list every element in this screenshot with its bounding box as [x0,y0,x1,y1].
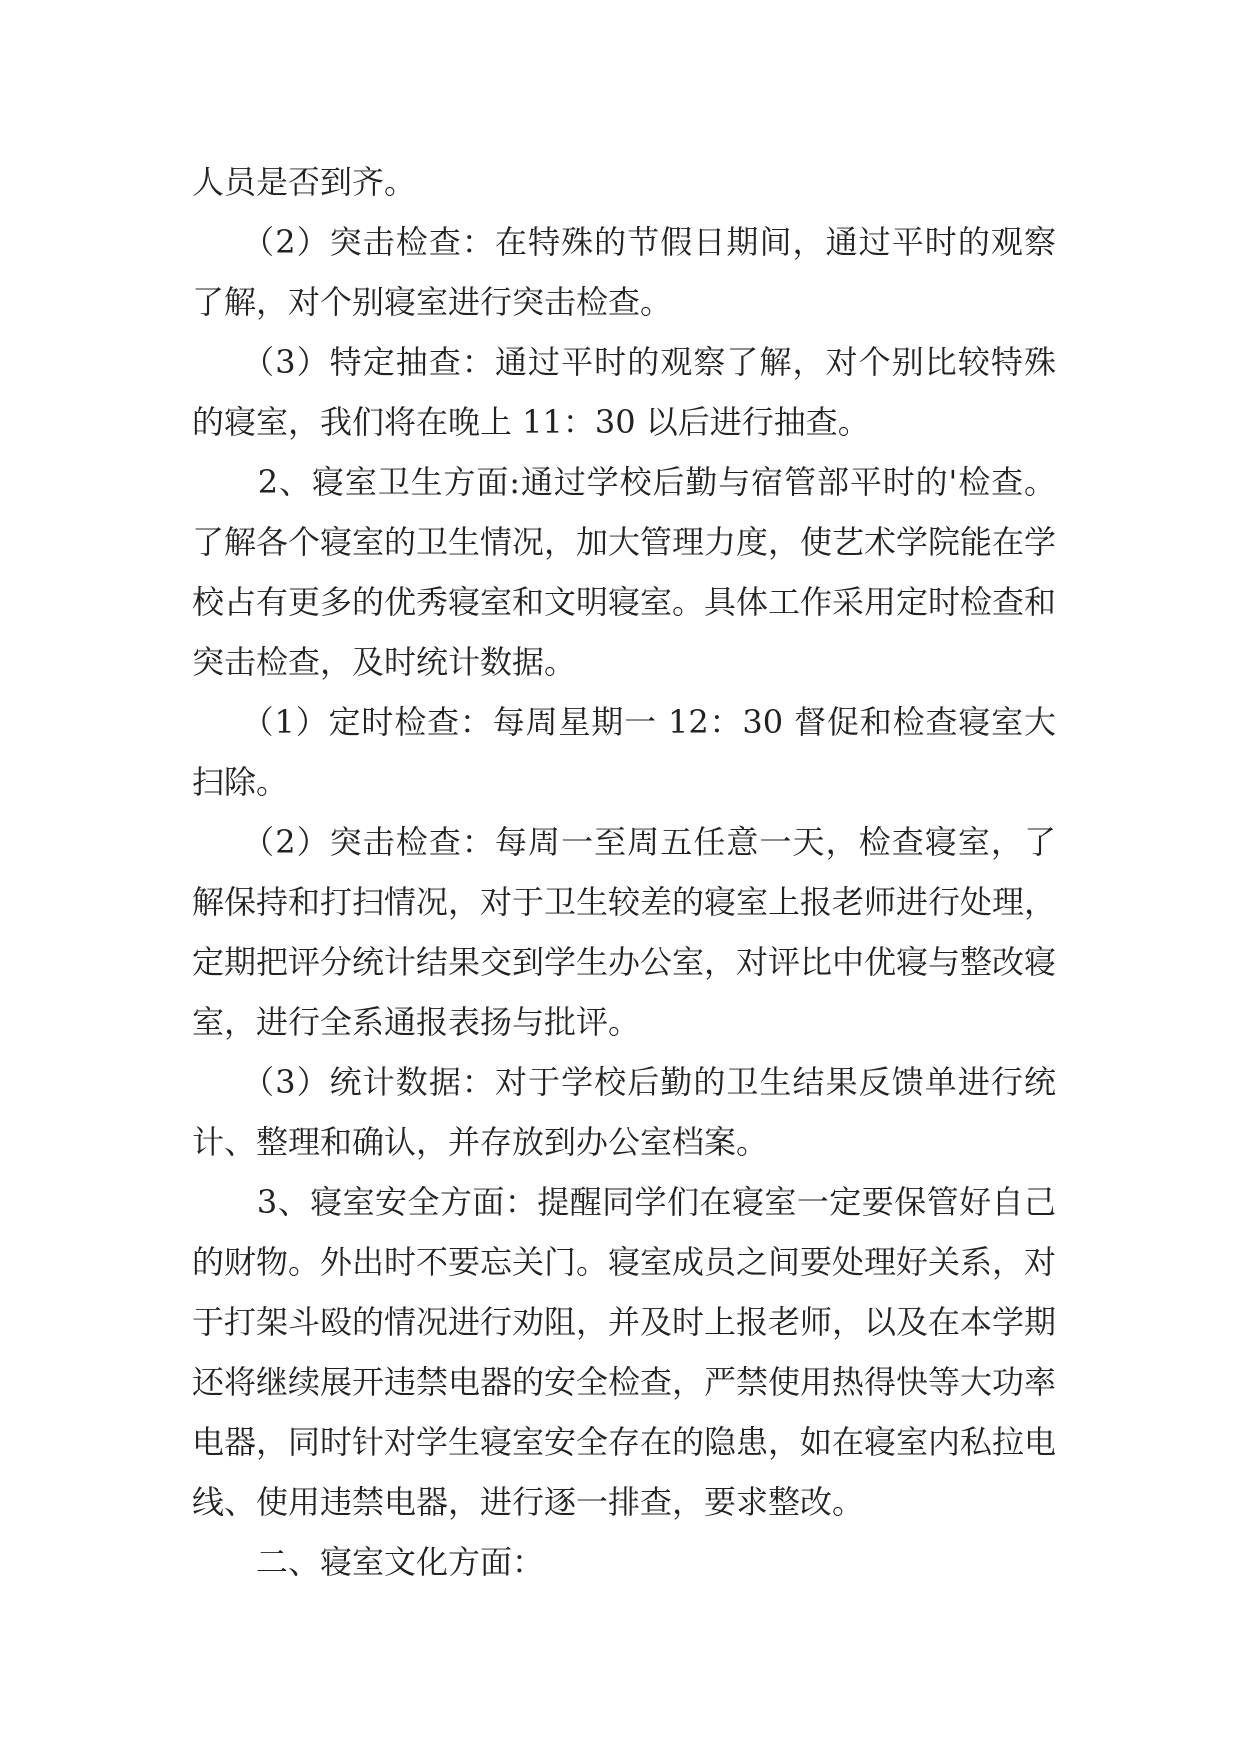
paragraph-dorm-hygiene: 2、寝室卫生方面:通过学校后勤与宿管部平时的'检查。了解各个寝室的卫生情况，加大管理力度，使艺术学院能在学校占有更多的优秀寝室和文明寝室。具体工作采用定时检查和突击检查，及时统计数据。 [192,463,1057,681]
paragraph-surprise-inspection: （2）突击检查：在特殊的节假日期间，通过平时的观察了解，对个别寝室进行突击检查。 [192,223,1056,321]
paragraph-attendance-end: 人员是否到齐。 [192,163,417,201]
document-body [192,152,1056,1592]
paragraph-spot-check: （3）特定抽查：通过平时的观察了解，对个别比较特殊的寝室，我们将在晚上 11：30 以后进行抽查。 [192,343,1056,441]
paragraph-statistics: （3）统计数据：对于学校后勤的卫生结果反馈单进行统计、整理和确认，并存放到办公室档案。 [192,1063,1056,1161]
paragraph-dorm-safety: 3、寝室安全方面：提醒同学们在寝室一定要保管好自己的财物。外出时不要忘关门。寝室成员之间要处理好关系，对于打架斗殴的情况进行劝阻，并及时上报老师，以及在本学期还将继续展开违禁电器的安全检查，严禁使用热得快等大功率电器，同时针对学生寝室安全存在的隐患，如在寝室内私拉电线、使用违禁电器，进行逐一排查，要求整改。 [192,1183,1057,1521]
paragraph-hygiene-surprise-check: （2）突击检查：每周一至周五任意一天，检查寝室，了解保持和打扫情况，对于卫生较差的寝室上报老师进行处理，定期把评分统计结果交到学生办公室，对评比中优寝与整改寝室，进行全系通报表扬与批评。 [192,823,1057,1041]
section-heading-dorm-culture: 二、寝室文化方面： [192,1543,545,1581]
paragraph-scheduled-check: （1）定时检查：每周星期一 12：30 督促和检查寝室大扫除。 [192,703,1056,801]
